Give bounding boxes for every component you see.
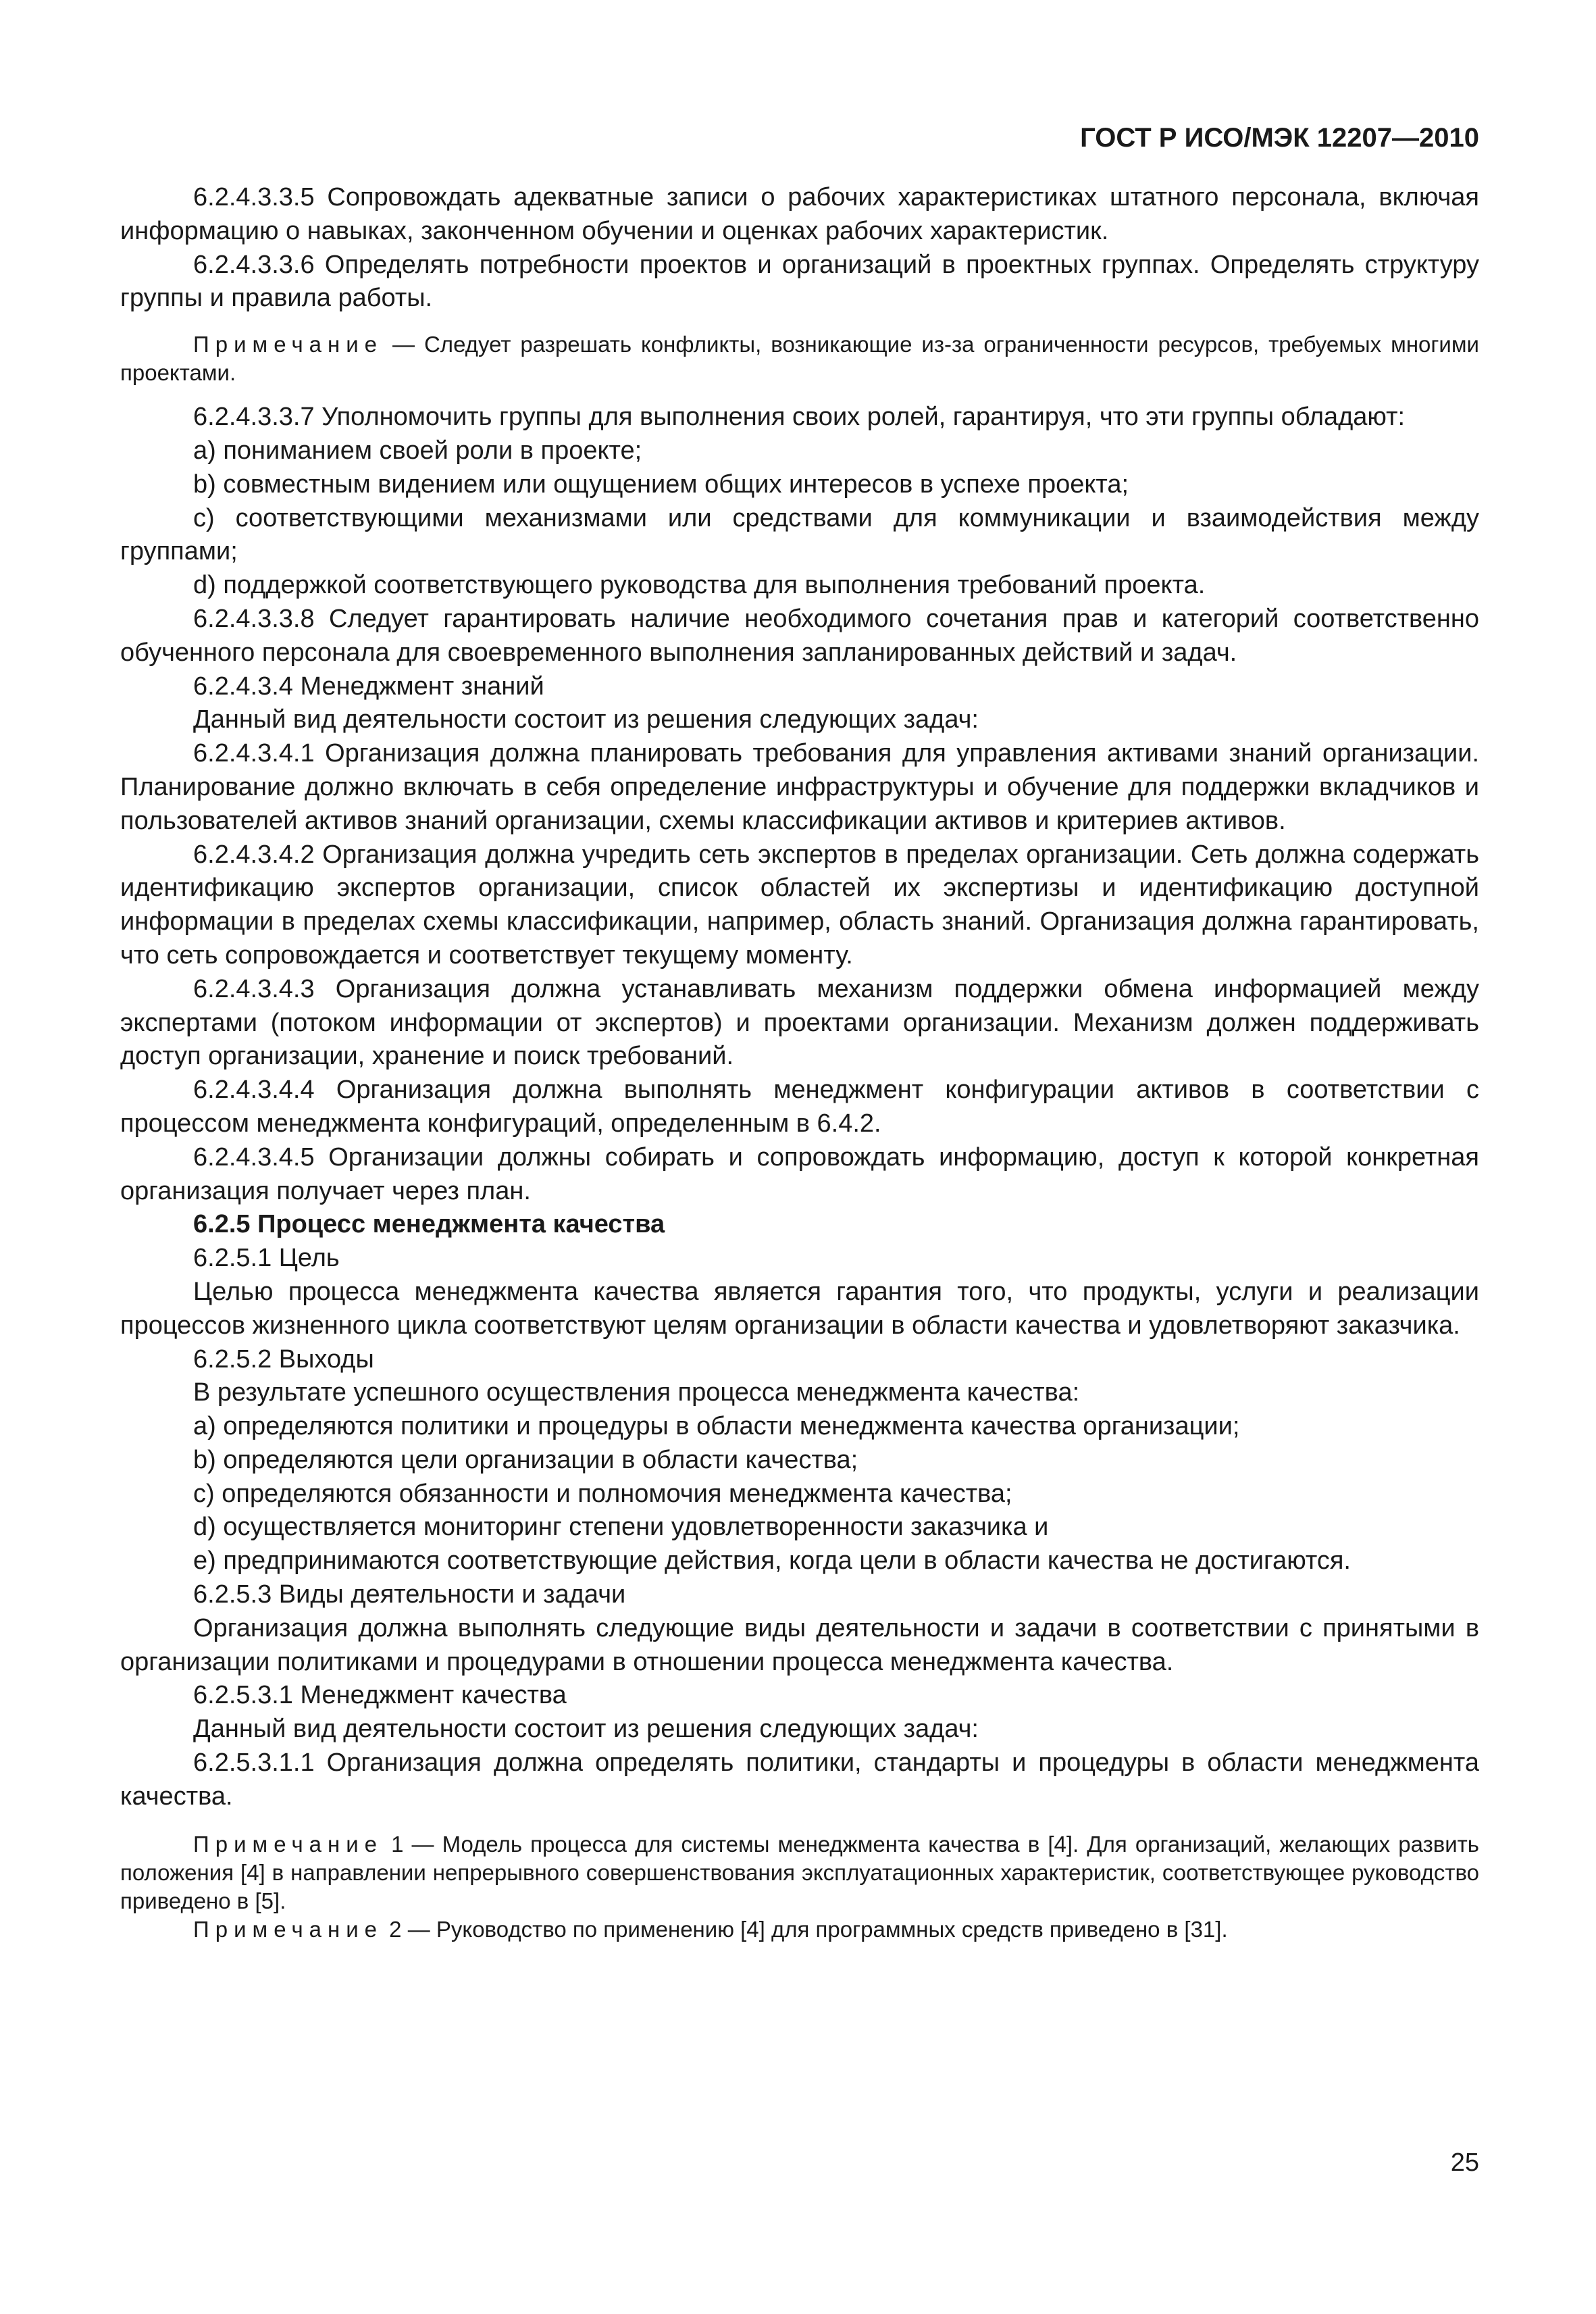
subsection-title: 6.2.5.2 Выходы — [193, 1344, 374, 1374]
list-item: d) поддержкой соответствующего руководства для выполнения требований проекта. — [193, 571, 1206, 600]
paragraph: Целью процесса менеджмента качества является гарантия того, что продукты, услуги и реализации процессов жизненного цикла соответствуют целям организации в области качества и удовлетворяют заказчика. — [120, 1277, 1479, 1340]
note-1 — [120, 330, 1479, 387]
paragraph: 6.2.5.3.1.1 Организация должна определять политики, стандарты и процедуры в области менеджмента качества. — [120, 1749, 1479, 1811]
paragraph: 6.2.4.3.3.8 Следует гарантировать наличие необходимого сочетания прав и категорий соответственно обученного персонала для своевременного выполнения запланированных действий и задач. — [120, 604, 1479, 667]
block-2 — [120, 401, 1479, 1813]
paragraph: 6.2.4.3.4.2 Организация должна учредить сеть экспертов в пределах организации. Сеть должна содержать идентификацию экспертов организации, список областей их экспертизы и идентификацию доступной информации в пределах схемы классификации, например, область знаний. Организация должна гарантировать, что сеть сопровождается и соответствует текущему моменту. — [120, 840, 1479, 970]
list-item: b) определяются цели организации в области качества; — [193, 1445, 858, 1474]
note-text: — Следует разрешать конфликты, возникающие из-за ограниченности ресурсов, требуемых многими проектами. — [120, 332, 1479, 386]
page-number: 25 — [1450, 2148, 1479, 2177]
paragraph: 6.2.4.3.3.7 Уполномочить группы для выполнения своих ролей, гарантируя, что эти группы обладают: — [193, 403, 1406, 432]
subsection-title: 6.2.5.1 Цель — [193, 1244, 340, 1273]
document-page — [120, 122, 1479, 1944]
section-heading: 6.2.5 Процесс менеджмента качества — [193, 1210, 665, 1239]
subsection-title: 6.2.5.3 Виды деятельности и задачи — [193, 1580, 626, 1609]
paragraph: В результате успешного осуществления процесса менеджмента качества: — [193, 1378, 1080, 1407]
paragraph: 6.2.4.3.4.4 Организация должна выполнять менеджмент конфигурации активов в соответствии с процессом менеджмента конфигураций, определенным в 6.4.2. — [120, 1076, 1479, 1138]
list-item: d) осуществляется мониторинг степени удовлетворенности заказчика и — [193, 1513, 1049, 1542]
note-text: — Модель процесса для системы менеджмента качества в [4]. Для организаций, желающих развить положения [4] в направлении непрерывного совершенствования эксплуатационных характеристик, соответствующее руководство приведено в [5]. — [120, 1831, 1479, 1913]
paragraph: Данный вид деятельности состоит из решения следующих задач: — [193, 705, 979, 734]
paragraph: 6.2.4.3.3.5 Сопровождать адекватные записи о рабочих характеристиках штатного персонала, включая информацию о навыках, законченном обучении и оценках рабочих характеристик. — [120, 183, 1479, 245]
paragraph: 6.2.4.3.3.6 Определять потребности проектов и организаций в проектных группах. Определять структуру группы и правила работы. — [120, 250, 1479, 313]
paragraph: Организация должна выполнять следующие виды деятельности и задачи в соответствии с принятыми в организации политиками и процедурами в отношении процесса менеджмента качества. — [120, 1613, 1479, 1676]
note-number: 2 — [383, 1916, 402, 1942]
paragraph: 6.2.4.3.4.5 Организации должны собирать и сопровождать информацию, доступ к которой конкретная организация получает через план. — [120, 1142, 1479, 1205]
standard-header: ГОСТ Р ИСО/МЭК 12207—2010 — [1080, 123, 1479, 153]
list-item: a) определяются политики и процедуры в области менеджмента качества организации; — [193, 1412, 1240, 1441]
subsection-title: 6.2.5.3.1 Менеджмент качества — [193, 1681, 567, 1710]
paragraph: 6.2.4.3.4.3 Организация должна устанавливать механизм поддержки обмена информацией между экспертами (потоком информации от экспертов) и проектами организации. Механизм должен поддерживать доступ организации, хранение и поиск требований. — [120, 974, 1479, 1071]
note-number: 1 — [383, 1831, 404, 1857]
subsection-title: 6.2.4.3.4 Менеджмент знаний — [193, 672, 544, 701]
list-item: c) соответствующими механизмами или средствами для коммуникации и взаимодействия между группами; — [120, 503, 1479, 566]
list-item: c) определяются обязанности и полномочия менеджмента качества; — [193, 1479, 1012, 1508]
note-label: Примечание — [193, 1916, 384, 1942]
paragraph: 6.2.4.3.4.1 Организация должна планировать требования для управления активами знаний организации. Планирование должно включать в себя определение инфраструктуры и обучение для поддержки вкладчиков и пользователей активов знаний организации, схемы классификации активов и критериев активов. — [120, 739, 1479, 835]
note-text: — Руководство по применению [4] для программных средств приведено в [31]. — [401, 1916, 1228, 1942]
paragraph: Данный вид деятельности состоит из решения следующих задач: — [193, 1715, 979, 1744]
block-1 — [120, 181, 1479, 316]
notes-end — [120, 1830, 1479, 1944]
list-item: e) предпринимаются соответствующие действия, когда цели в области качества не достигаются. — [193, 1546, 1351, 1576]
note-label: Примечание — [193, 1831, 384, 1857]
note-3 — [120, 1915, 1479, 1944]
note-2 — [120, 1830, 1479, 1915]
list-item: a) пониманием своей роли в проекте; — [193, 436, 642, 465]
note-label: Примечание — [193, 332, 384, 357]
list-item: b) совместным видением или ощущением общих интересов в успехе проекта; — [193, 470, 1129, 499]
